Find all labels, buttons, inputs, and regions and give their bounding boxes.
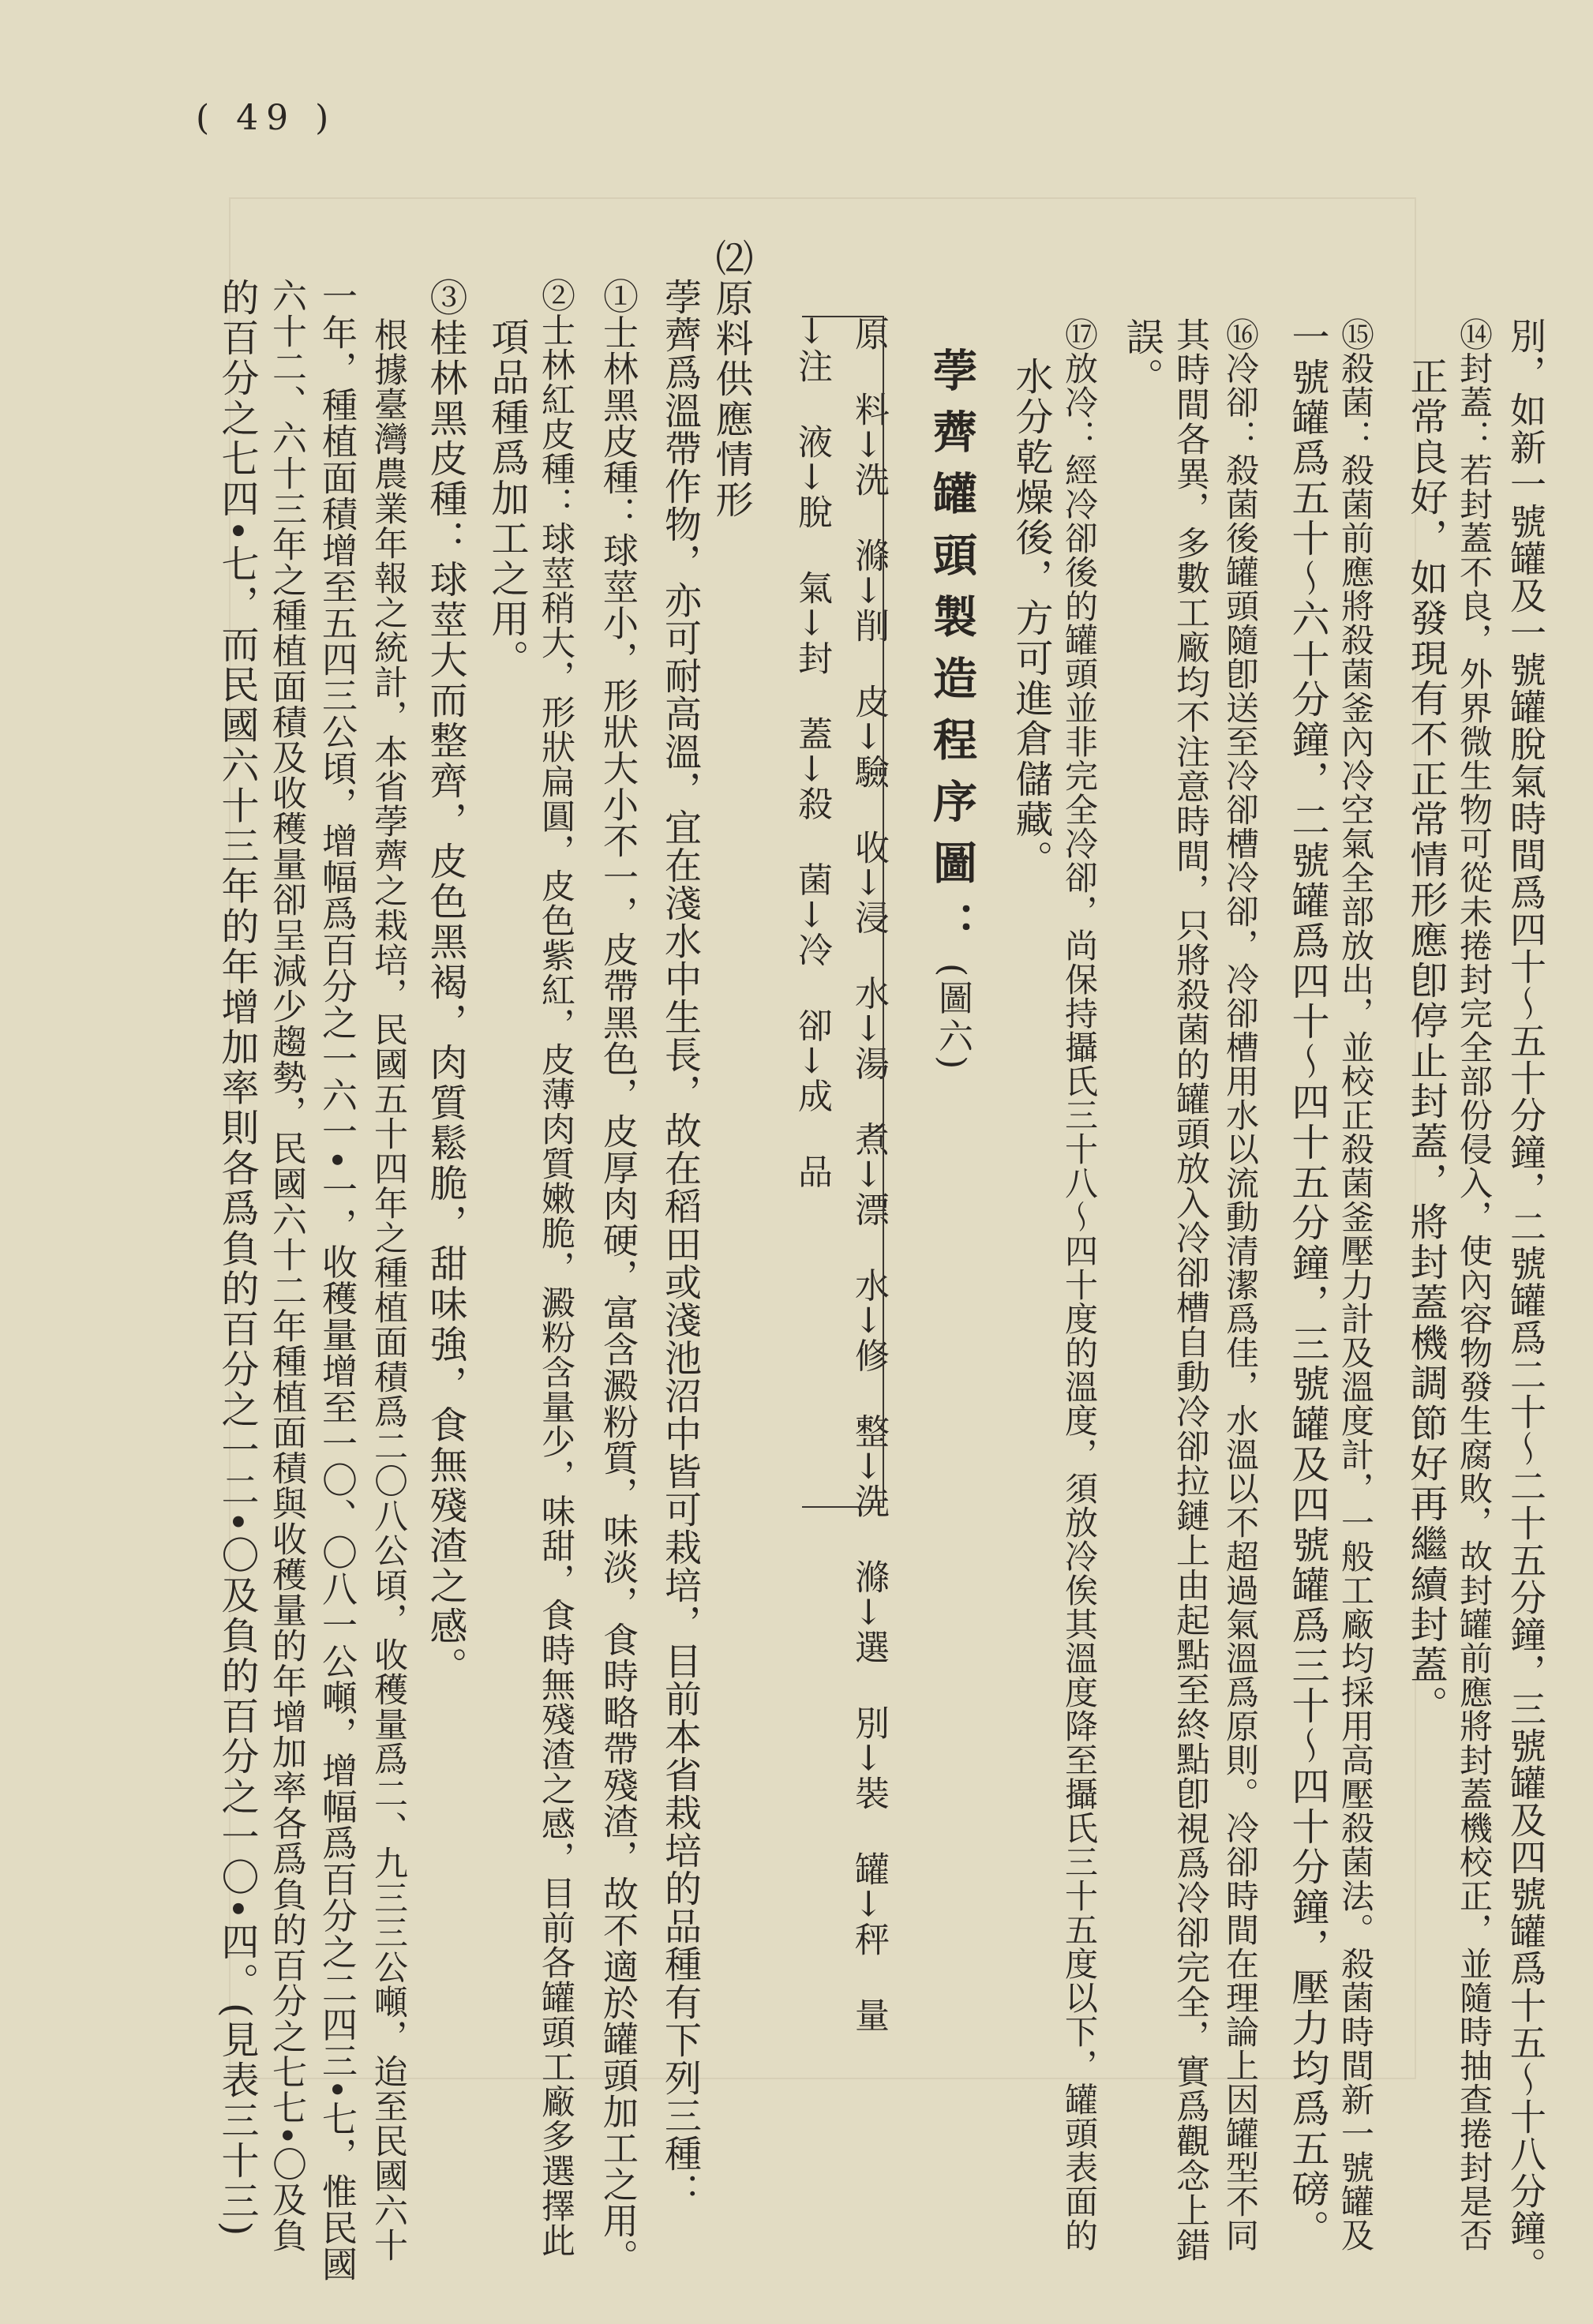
text-column: 別，如新一號罐及一號罐脫氣時間爲四十～五十分鐘，二號罐爲二十～二十五分鐘，三號罐及四號罐爲十五～十八分鐘。 [1505, 317, 1547, 2284]
text-column: ③桂林黑皮種：球莖大而整齊，皮色黑褐，肉質鬆脆，甜味強，食無殘渣之感。 [423, 278, 467, 1687]
text-column: ②士林紅皮種：球莖稍大，形狀扁圓，皮色紫紅，皮薄肉質嫩脆，澱粉含量少，味甜，食時無殘渣之感，目前各罐頭工廠多選擇此 [536, 278, 575, 2258]
figure-label: (圖六) [932, 963, 973, 1073]
text-column: 荸薺爲溫帶作物，亦可耐高溫，宜在淺水中生長，故在稻田或淺池沼中皆可栽培，目前本省栽培的品種有下列三種： [658, 278, 702, 2210]
text-column: 其時間各異，多數工廠均不注意時間，只將殺菌的罐頭放入冷卻槽自動冷卻拉鏈上由起點至終點卽視爲冷卻完全，實爲觀念上錯 [1171, 317, 1210, 2262]
text-column: 水分乾燥後，方可進倉儲藏。 [1009, 357, 1053, 880]
text-column: 正常良好，如發現有不正常情形應卽停止封蓋，將封蓋機調節好再繼續封蓋。 [1404, 357, 1448, 1726]
diagram-title [920, 347, 984, 1072]
text-column: 項品種爲加工之用。 [485, 317, 529, 680]
diagram-title-text: 荸薺罐頭製造程序圖： [926, 347, 978, 963]
text-column: ⑰放冷：經冷卻後的罐頭並非完全冷卻，尚保持攝氏三十八～四十度的溫度，須放冷俟其溫度降至攝氏三十五度以下，罐頭表面的 [1060, 317, 1099, 2252]
text-column: ⑭封蓋：若封蓋不良，外界微生物可從未捲封完全部份侵入，使內容物發生腐敗，故封罐前應將封蓋機校正，並隨時抽查捲封是否 [1455, 317, 1494, 2252]
text-column: 誤。 [1119, 317, 1164, 398]
text-column: 根據臺灣農業年報之統計，本省荸薺之栽培，民國五十四年之種植面積爲二〇八公頃，收穫量爲二、九三三公噸，迨至民國六十 [369, 317, 408, 2262]
text-column: 的百分之七四•七，而民國六十三年的年增加率則各爲負的百分之一二•〇及負的百分之一〇•四。(見表三十三) [215, 278, 259, 2239]
text-column: ⑮殺菌：殺菌前應將殺菌釜內冷空氣全部放出，並校正殺菌釜壓力計及溫度計，一般工廠均採用高壓殺菌法。殺菌時間新一號罐及 [1336, 317, 1375, 2252]
text-column: 一年，種植面積增至五四三公頃，增幅爲百分之一六一•一，收穫量增至一〇、〇八一公噸，增幅爲百分之二四三•七，惟民國 [316, 278, 358, 2283]
text-column: ⑯冷卻：殺菌後罐頭隨卽送至冷卻槽冷卻，冷卻槽用水以流動清潔爲佳，水溫以不超過氣溫爲原則。冷卻時間在理論上因罐型不同 [1221, 317, 1260, 2252]
text-column: 一號罐爲五十～六十分鐘，二號罐爲四十～四十五分鐘，三號罐及四號罐爲三十～四十分鐘，壓力均爲五磅。 [1285, 317, 1329, 2250]
process-flow-row-1: 原 料→洗 滌→削 皮→驗 收→浸 水→湯 煮→漂 水→修 整→洗 滌→選 別→裝 罐→秤 量 [849, 316, 889, 2035]
page-number: ( 49 ) [196, 98, 337, 138]
flow-bracket [802, 316, 884, 1508]
section-heading: ⑵原料供應情形 [709, 238, 753, 520]
process-flow-row-2: →注 液→脫 氣→封 蓋→殺 菌→冷 卻→成 品 [792, 316, 832, 1192]
text-column: ①士林黑皮種：球莖小，形狀大小不一，皮帶黑色，皮厚肉硬，富含澱粉質，味淡，食時略帶殘渣，故不適於罐頭加工之用。 [597, 278, 639, 2275]
text-column: 六十二、六十三年之種植面積及收穫量卻呈減少趨勢，民國六十二年種植面積與收穫量的年增加率各爲負的百分之七七•〇及負 [266, 278, 306, 2253]
